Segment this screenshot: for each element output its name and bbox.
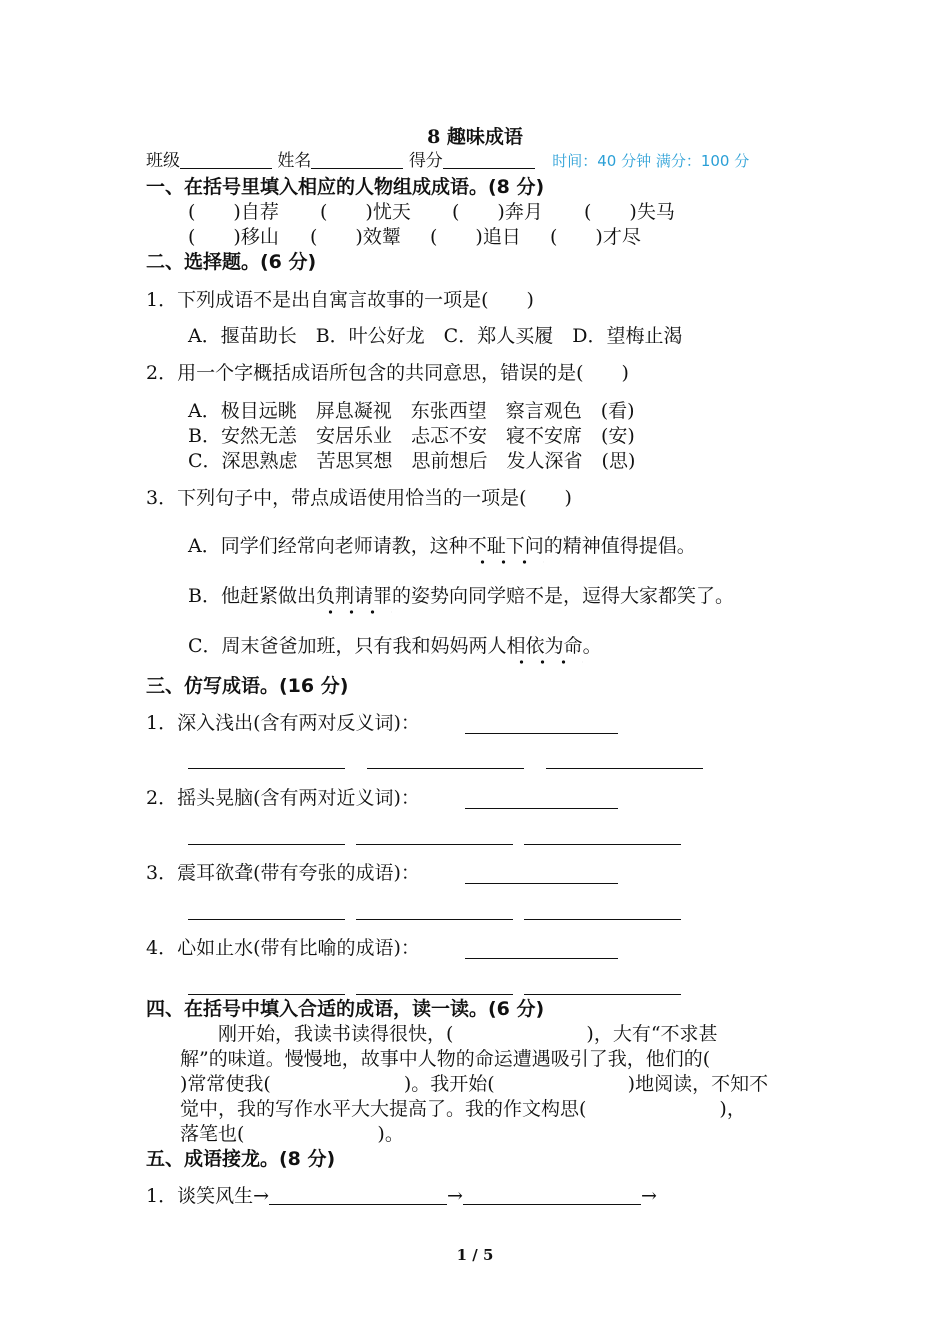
s3-q1-answer-line[interactable] xyxy=(188,768,345,769)
s1-row1-item1: ( )自荐 xyxy=(188,201,279,223)
s3-question3: 3．震耳欲聋(带有夸张的成语)： xyxy=(146,862,420,884)
s3-q3-answer-line[interactable] xyxy=(465,883,618,884)
s5-q1-answer-blank[interactable] xyxy=(463,1184,641,1205)
name-blank[interactable] xyxy=(311,148,403,169)
score-blank[interactable] xyxy=(443,148,535,169)
page-title: 8 趣味成语 xyxy=(427,126,523,148)
section3-heading: 三、仿写成语。(16 分) xyxy=(146,675,349,697)
score-label: 得分 xyxy=(408,151,443,171)
s2-question1: 1．下列成语不是出自寓言故事的一项是( ) xyxy=(146,289,534,311)
s2-q3-b-text-end: 的姿势向同学赔不是，逗得大家都笑了。 xyxy=(391,585,734,607)
s2-q3-option-a xyxy=(188,533,696,559)
arrow-right-icon: → xyxy=(253,1185,270,1207)
s2-question3: 3．下列句子中，带点成语使用恰当的一项是( ) xyxy=(146,487,572,509)
s2-q2-option-a: A．极目远眺 屏息凝视 东张西望 察言观色 (看) xyxy=(188,400,635,422)
s4-paragraph-line4: 觉中，我的写作水平大大提高了。我的作文构思( )， xyxy=(180,1098,746,1120)
dotted-idiom-b: 负荆请罪 xyxy=(316,585,392,616)
s3-q4-answer-line[interactable] xyxy=(524,994,681,995)
s3-q3-answer-line[interactable] xyxy=(524,919,681,920)
dotted-idiom-a: 不耻下问 xyxy=(468,535,544,566)
class-blank[interactable] xyxy=(180,148,272,169)
s3-q1-answer-line[interactable] xyxy=(546,768,703,769)
s5-q1-answer-blank[interactable] xyxy=(269,1184,447,1205)
section2-heading: 二、选择题。(6 分) xyxy=(146,251,317,273)
s1-row2-item4: ( )才尽 xyxy=(550,226,641,248)
s2-q3-a-text-end: 的精神值得提倡。 xyxy=(543,535,696,557)
s1-row1-item3: ( )奔月 xyxy=(452,201,543,223)
page-number: 1 / 5 xyxy=(456,1246,494,1264)
s4-paragraph-line5: 落笔也( )。 xyxy=(180,1123,404,1145)
section4-heading: 四、在括号中填入合适的成语，读一读。(6 分) xyxy=(146,998,545,1020)
s2-q3-a-text: A．同学们经常向老师请教，这种 xyxy=(188,535,468,557)
s4-paragraph-line2: 解”的味道。慢慢地，故事中人物的命运遭遇吸引了我，他们的( xyxy=(180,1048,711,1070)
s3-q2-answer-line[interactable] xyxy=(524,844,681,845)
class-label: 班级 xyxy=(146,151,180,171)
s3-q2-answer-line[interactable] xyxy=(356,844,513,845)
s4-paragraph-line1: 刚开始，我读书读得很快，( )，大有“不求甚 xyxy=(180,1023,718,1045)
s3-q1-answer-line[interactable] xyxy=(465,733,618,734)
s3-q1-answer-line[interactable] xyxy=(367,768,524,769)
s3-question2: 2．摇头晃脑(含有两对近义词)： xyxy=(146,787,420,809)
s2-q2-option-b: B．安然无恙 安居乐业 忐忑不安 寝不安席 (安) xyxy=(188,425,635,447)
s2-question2: 2．用一个字概括成语所包含的共同意思，错误的是( ) xyxy=(146,362,629,384)
time-info: 时间：40 分钟 满分：100 分 xyxy=(552,152,750,170)
s2-q3-c-text-end: 。 xyxy=(582,635,602,657)
s4-paragraph-line3: )常常使我( )。我开始( )地阅读，不知不 xyxy=(180,1073,769,1095)
s3-q4-answer-line[interactable] xyxy=(188,994,345,995)
s1-row2-item2: ( )效颦 xyxy=(310,226,401,248)
s3-q2-answer-line[interactable] xyxy=(465,808,618,809)
s3-q3-answer-line[interactable] xyxy=(188,919,345,920)
s2-q3-option-b xyxy=(188,583,734,609)
s1-row2-item3: ( )追日 xyxy=(430,226,521,248)
s1-row2-item1: ( )移山 xyxy=(188,226,279,248)
s1-row1-item4: ( )失马 xyxy=(584,201,675,223)
s5-question1 xyxy=(146,1183,657,1209)
s2-q3-option-c xyxy=(188,633,602,659)
s3-q3-answer-line[interactable] xyxy=(356,919,513,920)
s5-q1-start-idiom: 1．谈笑风生 xyxy=(146,1185,254,1207)
s3-q4-answer-line[interactable] xyxy=(356,994,513,995)
s3-q2-answer-line[interactable] xyxy=(188,844,345,845)
arrow-right-icon: → xyxy=(640,1185,657,1207)
dotted-idiom-c: 相依为命 xyxy=(507,635,583,666)
info-line xyxy=(146,148,749,174)
s2-q3-b-text: B．他赶紧做出 xyxy=(188,585,316,607)
s3-question4: 4．心如止水(带有比喻的成语)： xyxy=(146,937,420,959)
s3-q4-answer-line[interactable] xyxy=(465,958,618,959)
section1-heading: 一、在括号里填入相应的人物组成成语。(8 分) xyxy=(146,176,545,198)
s1-row1-item2: ( )忧天 xyxy=(320,201,411,223)
name-label: 姓名 xyxy=(277,151,312,171)
s2-q3-c-text: C．周末爸爸加班，只有我和妈妈两人 xyxy=(188,635,507,657)
s2-q1-options: A．揠苗助长 B．叶公好龙 C．郑人买履 D．望梅止渴 xyxy=(188,325,683,347)
section5-heading: 五、成语接龙。(8 分) xyxy=(146,1148,336,1170)
s3-question1: 1．深入浅出(含有两对反义词)： xyxy=(146,712,420,734)
s2-q2-option-c: C．深思熟虑 苦思冥想 思前想后 发人深省 (思) xyxy=(188,450,636,472)
arrow-right-icon: → xyxy=(447,1185,463,1207)
